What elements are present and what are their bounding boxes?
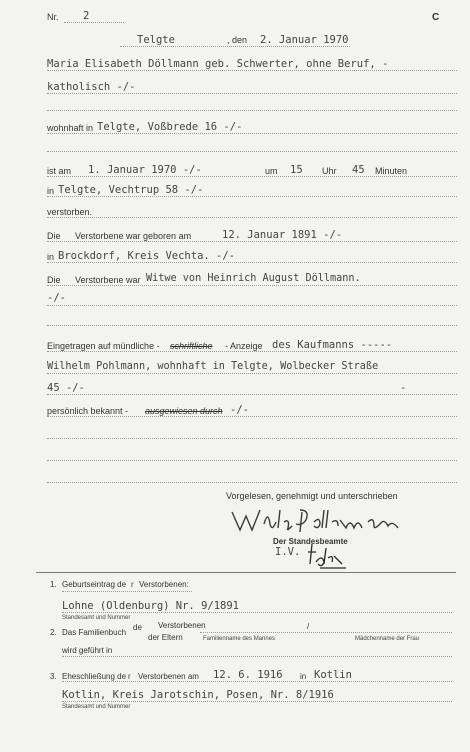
f1-label-b: Verstorbenen: (139, 580, 189, 589)
in-label-2: in (47, 252, 55, 262)
informant-cont: 45 -/- (47, 382, 85, 394)
minute-value: 45 (352, 164, 365, 176)
signature-informant (228, 504, 408, 538)
minuten-label: Minuten (375, 166, 408, 176)
war-label: Verstorbene war (75, 275, 141, 285)
f2-frau: Mädchenname der Frau (355, 636, 420, 642)
f2-label: Das Familienbuch (62, 628, 127, 637)
die-label-1: Die (47, 231, 61, 241)
f3-label-a: Eheschließung de (62, 672, 127, 681)
birth-date: 12. Januar 1891 -/- (222, 229, 343, 241)
um-label: um (265, 166, 278, 176)
die-label-2: Die (47, 275, 61, 285)
marital-status: Witwe von Heinrich August Döllmann. (146, 273, 361, 284)
bekannt-label: persönlich bekannt - (47, 406, 129, 416)
signature-official (306, 540, 356, 574)
f2-de: de (133, 623, 142, 632)
marriage-date: 12. 6. 1916 (213, 669, 283, 681)
bekannt-tail: -/- (230, 404, 249, 416)
deceased-name-line: Maria Elisabeth Döllmann geb. Schwerter, ohne Beruf, - (47, 58, 389, 70)
f2-wird: wird geführt in (62, 646, 113, 655)
geboren-label: Verstorbene war geboren am (75, 231, 192, 241)
f1-label-a: Geburtseintrag de (62, 580, 127, 589)
f3-r: r (128, 672, 131, 681)
ausgewiesen-struck: ausgewiesen durch (145, 406, 223, 416)
nr-value: 2 (83, 10, 90, 22)
religion: katholisch -/- (47, 81, 136, 93)
vorgelesen-text: Vorgelesen, genehmigt und unterschrieben (226, 491, 398, 501)
verstorben-text: verstorben. (47, 207, 93, 217)
informant: Wilhelm Pohlmann, wohnhaft in Telgte, Wolbecker Straße (47, 361, 379, 372)
in-label: in (47, 186, 55, 196)
continuation: -/- (47, 292, 66, 304)
marriage-record: Kotlin, Kreis Jarotschin, Posen, Nr. 8/1916 (62, 689, 334, 701)
f3-small: Standesamt und Nummer (62, 704, 131, 710)
death-place: Telgte, Vechtrup 58 -/- (58, 184, 204, 196)
hour-value: 15 (290, 164, 303, 176)
uhr-label: Uhr (322, 166, 337, 176)
iv-label: I.V. (275, 546, 301, 558)
wohnhaft-label: wohnhaft in (47, 123, 94, 133)
f3-label-b: Verstorbenen am (138, 672, 199, 681)
f2-eltern: der Eltern (148, 633, 183, 642)
form-letter: C (432, 12, 440, 23)
marriage-place: Kotlin (314, 669, 352, 681)
anzeige-label: - Anzeige (225, 341, 263, 351)
standesbeamte-title: Der Standesbeamte (273, 537, 348, 546)
nr-label: Nr. (47, 12, 59, 22)
f2-slash: / (307, 622, 310, 631)
f3-in: in (300, 672, 307, 681)
place: Telgte (137, 34, 175, 46)
f2-mann: Familienname des Mannes (203, 636, 276, 642)
f1-small: Standesamt und Nummer (62, 615, 131, 621)
eingetragen-label: Eingetragen auf mündliche - (47, 341, 160, 351)
f1-num: 1. (50, 580, 57, 589)
ist-am-label: ist am (47, 166, 72, 176)
birth-record: Lohne (Oldenburg) Nr. 9/1891 (62, 600, 240, 612)
wohnhaft-value: Telgte, Voßbrede 16 -/- (97, 121, 243, 133)
schriftliche-struck: schriftliche (170, 341, 213, 351)
f1-r: r (131, 580, 134, 589)
death-date: 1. Januar 1970 -/- (88, 164, 202, 176)
f2-verstorbenen: Verstorbenen (158, 621, 206, 630)
birth-place: Brockdorf, Kreis Vechta. -/- (58, 250, 236, 262)
date: 2. Januar 1970 (260, 34, 349, 46)
date-prefix: , den (227, 35, 248, 45)
informant-dash: - (400, 382, 407, 394)
f2-num: 2. (50, 628, 57, 637)
anzeige-value: des Kaufmanns ----- (272, 339, 393, 351)
f3-num: 3. (50, 672, 57, 681)
